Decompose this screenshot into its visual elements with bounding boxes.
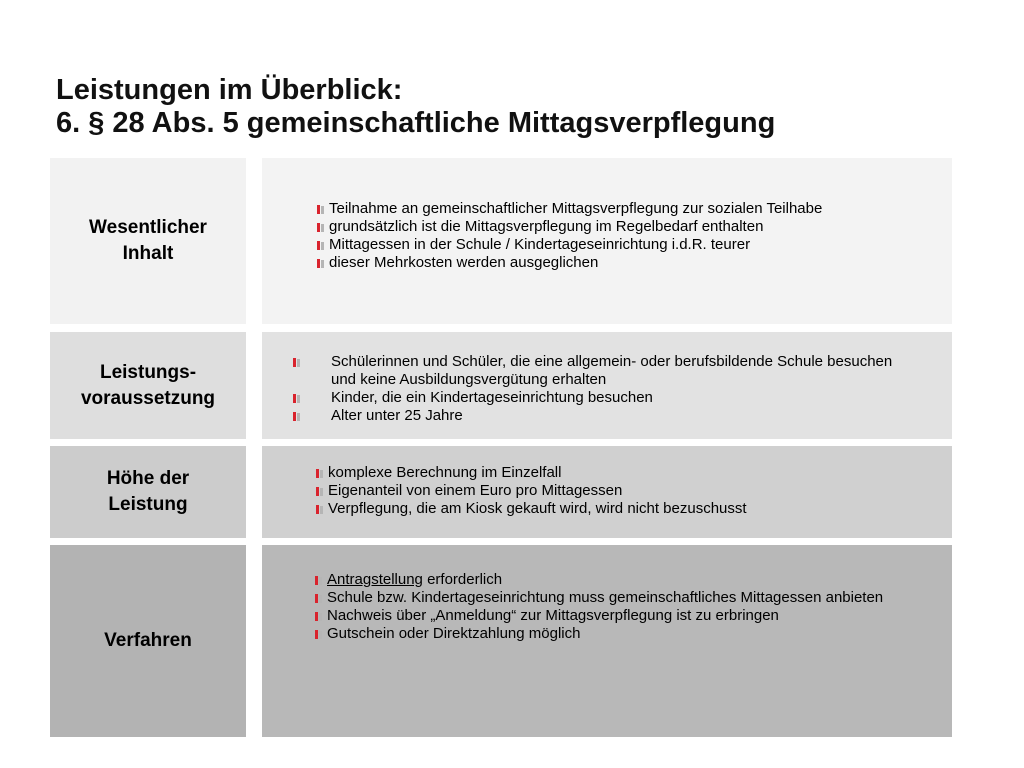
row-label-line: Inhalt bbox=[122, 243, 174, 264]
list-item bbox=[290, 500, 952, 518]
bullet-icon bbox=[317, 259, 324, 268]
list-item bbox=[289, 589, 892, 607]
row-label-line: voraussetzung bbox=[80, 387, 216, 409]
list-item bbox=[291, 200, 952, 218]
bullet-icon bbox=[293, 394, 300, 403]
row-content-hoehe-der-leistung bbox=[262, 446, 952, 538]
bullet-icon bbox=[317, 241, 324, 250]
bullet-icon bbox=[315, 612, 322, 621]
list-item bbox=[269, 353, 912, 389]
list-item-text: Alter unter 25 Jahre bbox=[331, 407, 463, 424]
slide-title-line-1: Leistungen im Überblick: bbox=[56, 74, 403, 106]
bullet-icon bbox=[315, 630, 322, 639]
list-item bbox=[290, 464, 952, 482]
list-item-text: Teilnahme an gemeinschaftlicher Mittagsverpflegung zur sozialen Teilhabe bbox=[329, 200, 823, 217]
slide-title-line-2: 6. § 28 Abs. 5 gemeinschaftliche Mittagsverpflegung bbox=[56, 107, 776, 139]
bullet-icon bbox=[293, 358, 300, 367]
list-item-text: Eigenanteil von einem Euro pro Mittagessen bbox=[328, 482, 623, 499]
list-item-text: Gutschein oder Direktzahlung möglich bbox=[327, 625, 581, 642]
bullet-icon bbox=[317, 205, 324, 214]
list-item-text: Nachweis über „Anmeldung“ zur Mittagsverpflegung ist zu erbringen bbox=[327, 607, 779, 624]
list-item bbox=[291, 236, 952, 254]
list-item bbox=[291, 218, 952, 236]
row-label-line: Leistungs- bbox=[99, 361, 197, 383]
list-item-text: grundsätzlich ist die Mittagsverpflegung im Regelbedarf enthalten bbox=[329, 218, 764, 235]
bullet-icon bbox=[316, 469, 323, 478]
row-content-wesentlicher-inhalt bbox=[262, 158, 952, 324]
list-item bbox=[269, 407, 912, 425]
list-item bbox=[291, 254, 952, 272]
antragstellung-text: Antragstellung bbox=[327, 571, 423, 588]
list-item bbox=[289, 571, 892, 589]
row-label-leistungsvoraussetzung bbox=[50, 332, 246, 439]
bullet-list bbox=[262, 353, 952, 425]
list-item bbox=[289, 625, 892, 643]
row-label-line: Höhe der bbox=[106, 468, 190, 489]
row-label-line: Wesentlicher bbox=[89, 217, 207, 238]
row-label-wesentlicher-inhalt bbox=[50, 158, 246, 324]
bullet-icon bbox=[317, 223, 324, 232]
list-item bbox=[289, 607, 892, 625]
row-label-line: Verfahren bbox=[104, 630, 192, 651]
list-item bbox=[269, 389, 912, 407]
row-label-verfahren bbox=[50, 545, 246, 737]
list-item-text: Schule bzw. Kindertageseinrichtung muss gemeinschaftliches Mittagessen anbieten bbox=[327, 589, 884, 606]
row-content-leistungsvoraussetzung bbox=[262, 332, 952, 439]
bullet-list bbox=[262, 200, 952, 272]
row-label-line: Leistung bbox=[108, 494, 188, 515]
list-item-text: Mittagessen in der Schule / Kindertageseinrichtung i.d.R. teurer bbox=[329, 236, 751, 253]
list-item bbox=[290, 482, 952, 500]
slide-title bbox=[56, 74, 996, 140]
bullet-icon bbox=[316, 505, 323, 514]
bullet-icon bbox=[315, 576, 322, 585]
bullet-icon bbox=[293, 412, 300, 421]
list-item-text: Schülerinnen und Schüler, die eine allgemein- oder berufsbildende Schule besuchen und keine Ausbildungsvergütung erhalten bbox=[331, 353, 893, 388]
list-item-text: komplexe Berechnung im Einzelfall bbox=[328, 464, 562, 481]
row-content-verfahren bbox=[262, 545, 952, 737]
bullet-icon bbox=[315, 594, 322, 603]
list-item-text: Verpflegung, die am Kiosk gekauft wird, wird nicht bezuschusst bbox=[328, 500, 747, 517]
row-label-hoehe-der-leistung bbox=[50, 446, 246, 538]
list-item-text: dieser Mehrkosten werden ausgeglichen bbox=[329, 254, 599, 271]
bullet-list bbox=[262, 571, 952, 643]
list-item-text: erforderlich bbox=[422, 571, 503, 588]
list-item-text: Kinder, die ein Kindertageseinrichtung besuchen bbox=[331, 389, 653, 406]
bullet-list bbox=[262, 464, 952, 518]
bullet-icon bbox=[316, 487, 323, 496]
